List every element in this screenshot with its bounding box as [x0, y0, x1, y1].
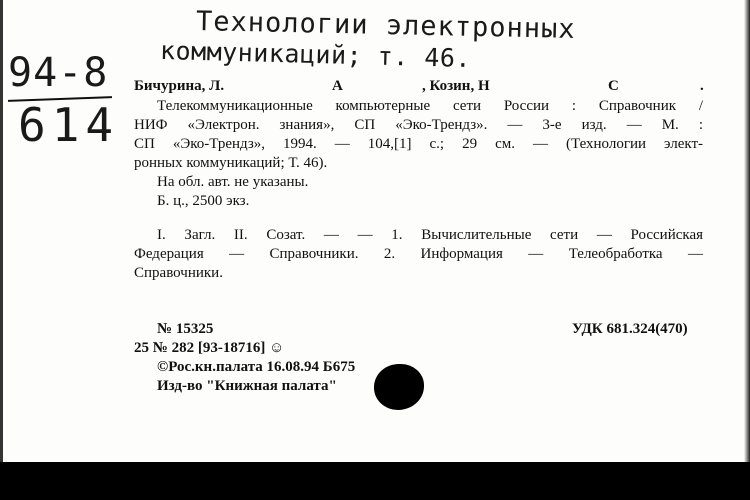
author-1-initial: А [332, 78, 343, 94]
subject-line: Справочники. [134, 265, 223, 281]
handwritten-call-number-bottom: 614 [18, 98, 120, 152]
title-line: СП «Эко-Трендз», 1994. — 104,[1] с.; 29 см. — (Технологии элект- [134, 136, 703, 152]
handwritten-series-title-line2: коммуникаций; т. 46. [159, 35, 472, 74]
author-2: , Козин, Н [422, 78, 490, 94]
publisher-line: Изд-во "Книжная палата" [157, 378, 337, 394]
author-1: Бичурина, Л. [134, 78, 225, 94]
title-line: Телекоммуникационные компьютерные сети России : Справочник / [157, 98, 703, 114]
note-authors: На обл. авт. не указаны. [157, 174, 309, 190]
title-line: ронных коммуникаций; Т. 46). [134, 155, 328, 171]
note-price-copies: Б. ц., 2500 экз. [157, 193, 250, 209]
handwritten-call-number-top: 94-8 [8, 50, 109, 96]
ink-blot [374, 364, 424, 410]
copyright-line: ©Рос.кн.палата 16.08.94 Б675 [157, 359, 356, 375]
scan-bottom-edge [0, 462, 750, 500]
card-right-edge [744, 0, 750, 462]
handwritten-series-title-line1: Технологии электронных [195, 6, 576, 45]
udk-code: УДК 681.324(470) [572, 321, 688, 337]
subject-line: Федерация — Справочники. 2. Информация — Телеобработка — [134, 246, 703, 262]
registration-line: 25 № 282 [93-18716] ☺ [134, 340, 285, 356]
subject-line: I. Загл. II. Созат. — — 1. Вычислительные сети — Российская [157, 227, 703, 243]
author-end: . [700, 78, 704, 94]
card-left-edge [0, 0, 3, 462]
author-2-initial: С [608, 78, 619, 94]
record-number: № 15325 [157, 321, 214, 337]
title-line: НИФ «Электрон. знания», СП «Эко-Трендз». — 3-е изд. — М. : [134, 117, 703, 133]
